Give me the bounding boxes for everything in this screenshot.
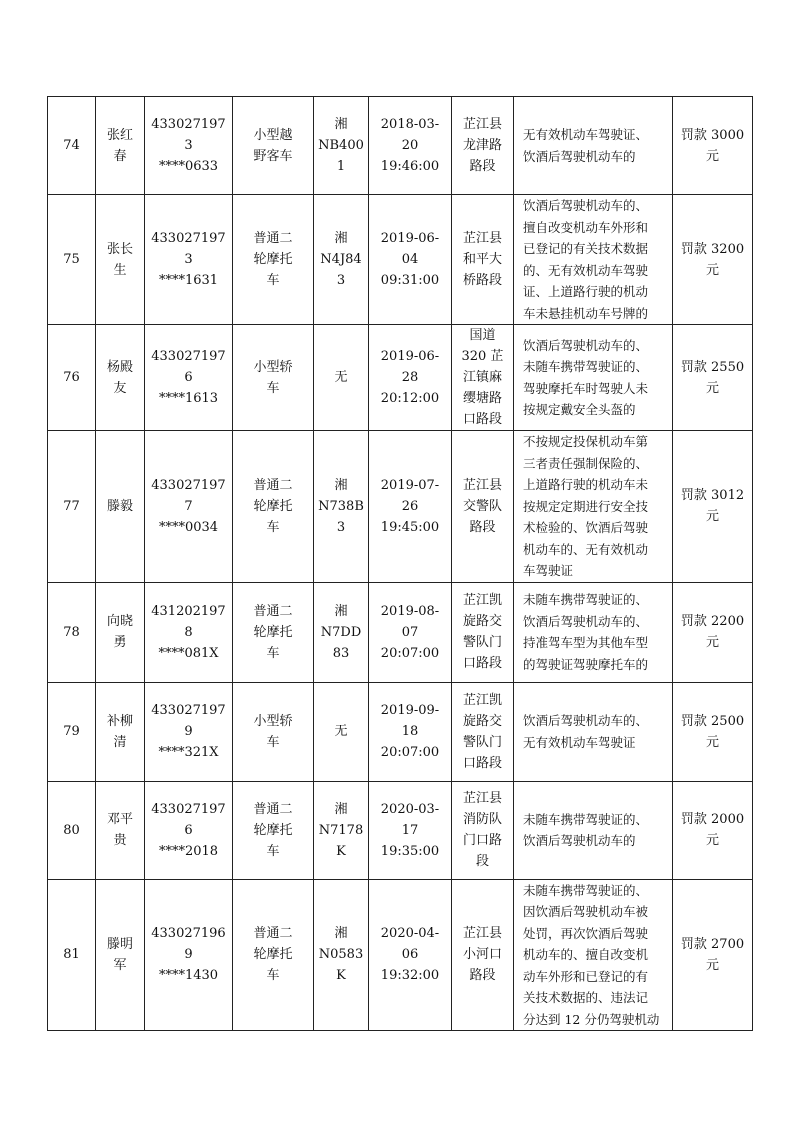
violation-line: 已登记的有关技术数据 <box>523 241 649 256</box>
cell-penalty <box>673 325 753 431</box>
cell-name <box>96 325 145 431</box>
name-line: 杨殿 <box>106 359 133 375</box>
cell-name <box>96 682 145 781</box>
penalty-line: 元 <box>705 833 719 848</box>
name-line: 邓平 <box>106 812 133 827</box>
place-line: 口路段 <box>462 755 502 771</box>
table-row <box>48 781 753 879</box>
time-line: 2019-07- <box>380 477 440 493</box>
cell-name <box>96 781 145 879</box>
vehicle-line: 车 <box>266 380 280 396</box>
cell-place <box>452 431 514 583</box>
cell-plate <box>314 325 369 431</box>
cell-name <box>96 195 145 325</box>
table-row <box>48 431 753 583</box>
cell-id <box>145 431 233 583</box>
cell-place <box>452 781 514 879</box>
vehicle-line: 普通二 <box>253 477 293 493</box>
cell-plate <box>314 195 369 325</box>
cell-penalty <box>673 97 753 195</box>
violation-line: 处罚，再次饮酒后驾驶 <box>523 925 649 941</box>
time-line: 20:07:00 <box>380 645 440 661</box>
id-line: ****0633 <box>158 159 219 174</box>
violation-line: 驾驶摩托车时驾驶人未 <box>523 380 649 396</box>
name-line: 友 <box>113 380 127 396</box>
id-line: ****1613 <box>158 391 219 406</box>
violation-line: 按规定戴安全头盔的 <box>523 402 636 417</box>
cell-name <box>96 582 145 682</box>
vehicle-line: 小型越 <box>253 127 293 143</box>
cell-penalty <box>673 879 753 1031</box>
violation-line: 三者责任强制保险的、 <box>523 455 649 471</box>
cell-vehicle <box>233 879 314 1031</box>
name-line: 勇 <box>113 635 127 650</box>
cell-id <box>145 582 233 682</box>
cell-vehicle <box>233 431 314 583</box>
plate-line: N738B3 <box>318 498 364 535</box>
cell-time <box>369 682 452 781</box>
vehicle-line: 普通二 <box>253 231 293 246</box>
vehicle-line: 轮摩托 <box>253 252 293 267</box>
cell-plate <box>314 781 369 879</box>
cell-no: 76 <box>48 325 96 431</box>
cell-place <box>452 325 514 431</box>
time-line: 09:31:00 <box>380 273 440 288</box>
id-line: ****1631 <box>158 273 219 288</box>
vehicle-line: 普通二 <box>253 603 293 619</box>
id-line: 4330271977 <box>151 477 226 514</box>
violation-line: 证、上道路行驶的机动 <box>523 284 649 299</box>
place-line: 门口路 <box>462 833 502 848</box>
plate-line: 无 <box>334 370 348 385</box>
name-line: 张长 <box>106 241 133 257</box>
cell-no: 81 <box>48 879 96 1031</box>
violation-line: 按规定定期进行安全技 <box>523 498 649 514</box>
place-line: 320 芷 <box>461 349 504 364</box>
time-line: 2020-04- <box>380 926 440 942</box>
place-line: 路段 <box>469 519 496 535</box>
cell-id <box>145 195 233 325</box>
place-line: 芷江县 <box>462 477 502 493</box>
cell-plate <box>314 582 369 682</box>
penalty-line: 元 <box>705 734 719 750</box>
violation-line: 车驾驶证 <box>523 563 574 578</box>
cell-violation <box>514 879 673 1031</box>
cell-name <box>96 879 145 1031</box>
table-row <box>48 97 753 195</box>
vehicle-line: 车 <box>266 273 280 288</box>
name-line: 春 <box>113 148 127 164</box>
place-line: 小河口 <box>462 947 502 963</box>
plate-line: 湘 <box>334 926 348 942</box>
table-row <box>48 879 753 1031</box>
violation-line: 的、无有效机动车驾驶 <box>523 262 649 278</box>
plate-line: 湘 <box>334 117 348 132</box>
cell-place <box>452 97 514 195</box>
vehicle-line: 轮摩托 <box>253 498 293 514</box>
cell-violation <box>514 781 673 879</box>
time-line: 19:46:00 <box>380 159 440 174</box>
id-line: 4312021978 <box>151 603 226 640</box>
time-line: 28 <box>401 370 419 385</box>
cell-place <box>452 879 514 1031</box>
cell-penalty <box>673 195 753 325</box>
place-line: 旋路交 <box>462 614 502 629</box>
penalty-line: 罚款 3000 <box>680 127 745 143</box>
violation-line: 关技术数据的、违法记 <box>523 990 649 1005</box>
time-line: 04 <box>401 252 419 267</box>
cell-vehicle <box>233 682 314 781</box>
plate-line: NB4001 <box>318 138 364 174</box>
violation-table <box>47 96 753 1031</box>
plate-line: 湘 <box>334 477 348 493</box>
cell-no: 78 <box>48 582 96 682</box>
vehicle-line: 野客车 <box>253 148 293 164</box>
cell-penalty <box>673 682 753 781</box>
cell-plate <box>314 682 369 781</box>
vehicle-line: 车 <box>266 519 280 535</box>
id-line: 4330271976 <box>151 801 226 838</box>
penalty-line: 元 <box>705 635 719 650</box>
place-line: 桥路段 <box>462 273 502 288</box>
cell-id <box>145 97 233 195</box>
time-line: 20 <box>401 138 419 153</box>
name-line: 补柳 <box>106 713 133 729</box>
place-line: 警队门 <box>462 635 502 650</box>
vehicle-line: 车 <box>266 968 280 984</box>
time-line: 18 <box>401 724 419 739</box>
vehicle-line: 普通二 <box>253 926 293 942</box>
place-line: 警队门 <box>462 734 502 750</box>
cell-violation <box>514 195 673 325</box>
cell-violation <box>514 325 673 431</box>
cell-time <box>369 431 452 583</box>
cell-vehicle <box>233 582 314 682</box>
cell-penalty <box>673 781 753 879</box>
vehicle-line: 小型轿 <box>253 713 293 729</box>
cell-no: 77 <box>48 431 96 583</box>
violation-line: 饮酒后驾驶机动车的 <box>523 833 636 848</box>
table-row <box>48 325 753 431</box>
cell-plate <box>314 431 369 583</box>
time-line: 2019-06- <box>380 349 440 364</box>
violation-line: 车未悬挂机动车号牌的 <box>523 305 649 321</box>
name-line: 生 <box>113 262 127 278</box>
penalty-line: 元 <box>705 380 719 396</box>
cell-penalty <box>673 582 753 682</box>
vehicle-line: 轮摩托 <box>253 947 293 963</box>
place-line: 国道 <box>469 328 496 343</box>
cell-place <box>452 195 514 325</box>
place-line: 龙津路 <box>462 138 502 153</box>
id-line: 4330271973 <box>151 231 226 267</box>
place-line: 芷江县 <box>462 926 502 942</box>
time-line: 19:32:00 <box>380 968 440 984</box>
place-line: 芷江县 <box>462 791 502 806</box>
time-line: 2019-06- <box>380 231 440 246</box>
cell-time <box>369 879 452 1031</box>
violation-line: 因饮酒后驾驶机动车被 <box>523 904 649 919</box>
place-line: 段 <box>475 854 489 869</box>
penalty-line: 罚款 2200 <box>680 614 745 629</box>
plate-line: N0583K <box>318 947 364 984</box>
vehicle-line: 普通二 <box>253 801 293 817</box>
table-row <box>48 682 753 781</box>
place-line: 和平大 <box>462 252 502 267</box>
plate-line: N7178K <box>318 822 364 859</box>
cell-time <box>369 195 452 325</box>
vehicle-line: 车 <box>266 734 280 750</box>
cell-vehicle <box>233 781 314 879</box>
cell-vehicle <box>233 195 314 325</box>
id-line: ****2018 <box>158 843 219 859</box>
violation-line: 机动车的、无有效机动 <box>523 541 649 557</box>
id-line: 4330271969 <box>151 926 226 963</box>
violation-line: 不按规定投保机动车第 <box>523 434 649 449</box>
time-line: 06 <box>401 947 419 963</box>
id-line: 4330271973 <box>151 117 226 153</box>
name-line: 军 <box>113 957 127 973</box>
time-line: 17 <box>401 822 419 838</box>
cell-violation <box>514 97 673 195</box>
violation-line: 上道路行驶的机动车未 <box>523 477 649 492</box>
cell-plate <box>314 97 369 195</box>
penalty-line: 元 <box>705 509 719 525</box>
cell-no: 75 <box>48 195 96 325</box>
vehicle-line: 车 <box>266 843 280 859</box>
id-line: 4330271979 <box>151 703 226 739</box>
cell-violation <box>514 582 673 682</box>
violation-line: 擅自改变机动车外形和 <box>523 219 649 235</box>
cell-id <box>145 879 233 1031</box>
cell-time <box>369 325 452 431</box>
violation-line: 的驾驶证驾驶摩托车的 <box>523 656 649 672</box>
place-line: 江镇麻 <box>462 370 502 385</box>
time-line: 2018-03- <box>380 117 440 132</box>
violation-line: 饮酒后驾驶机动车的 <box>523 148 636 164</box>
cell-id <box>145 325 233 431</box>
cell-no: 74 <box>48 97 96 195</box>
violation-line: 无有效机动车驾驶证 <box>523 734 636 750</box>
penalty-line: 罚款 3200 <box>680 241 745 257</box>
place-line: 口路段 <box>462 656 502 671</box>
place-line: 芷江凯 <box>462 692 502 708</box>
name-line: 张红 <box>106 127 133 143</box>
place-line: 芷江凯 <box>462 593 502 608</box>
cell-name <box>96 431 145 583</box>
violation-line: 饮酒后驾驶机动车的、 <box>523 713 649 728</box>
cell-penalty <box>673 431 753 583</box>
violation-line: 动车外形和已登记的有 <box>523 968 649 984</box>
time-line: 20:07:00 <box>380 745 440 760</box>
cell-violation <box>514 682 673 781</box>
place-line: 口路段 <box>462 412 502 427</box>
vehicle-line: 小型轿 <box>253 359 293 375</box>
penalty-line: 罚款 2000 <box>680 812 745 827</box>
time-line: 07 <box>401 624 419 640</box>
plate-line: 湘 <box>334 603 348 619</box>
cell-vehicle <box>233 97 314 195</box>
name-line: 滕明 <box>106 936 133 952</box>
cell-name <box>96 97 145 195</box>
place-line: 消防队 <box>462 812 502 827</box>
violation-line: 未随车携带驾驶证的、 <box>523 882 649 898</box>
violation-line: 术检验的、饮酒后驾驶 <box>523 520 649 535</box>
penalty-line: 元 <box>705 148 719 164</box>
id-line: ****1430 <box>158 968 219 984</box>
violation-line: 饮酒后驾驶机动车的、 <box>523 198 649 213</box>
name-line: 向晓 <box>106 614 133 629</box>
name-line: 贵 <box>113 833 127 848</box>
vehicle-line: 车 <box>266 645 280 661</box>
cell-no: 79 <box>48 682 96 781</box>
time-line: 20:12:00 <box>380 391 440 406</box>
id-line: ****0034 <box>158 519 219 535</box>
plate-line: 无 <box>334 724 348 739</box>
id-line: ****081X <box>158 645 219 661</box>
time-line: 19:35:00 <box>380 843 440 859</box>
time-line: 19:45:00 <box>380 519 440 535</box>
violation-line: 未随车携带驾驶证的、 <box>523 811 649 827</box>
place-line: 旋路交 <box>462 713 502 729</box>
violation-line: 分达到 12 分仍驾驶机动 <box>523 1011 660 1027</box>
place-line: 缨塘路 <box>462 391 502 406</box>
penalty-line: 元 <box>705 957 719 973</box>
id-line: ****321X <box>158 745 219 760</box>
cell-id <box>145 682 233 781</box>
cell-plate <box>314 879 369 1031</box>
cell-place <box>452 682 514 781</box>
place-line: 芷江县 <box>462 117 502 132</box>
plate-line: N7DD83 <box>320 624 362 661</box>
cell-time <box>369 781 452 879</box>
place-line: 路段 <box>469 968 496 984</box>
name-line: 滕毅 <box>106 498 133 514</box>
violation-line: 持准驾车型为其他车型 <box>523 635 649 650</box>
cell-id <box>145 781 233 879</box>
violation-line: 未随车携带驾驶证的、 <box>523 359 649 374</box>
id-line: 4330271976 <box>151 349 226 385</box>
violation-line: 饮酒后驾驶机动车的、 <box>523 613 649 629</box>
time-line: 2019-09- <box>380 703 440 718</box>
cell-no: 80 <box>48 781 96 879</box>
table-row <box>48 195 753 325</box>
penalty-line: 罚款 2700 <box>680 936 745 952</box>
penalty-line: 罚款 2500 <box>680 713 745 729</box>
penalty-line: 罚款 3012 <box>680 488 745 504</box>
violation-line: 饮酒后驾驶机动车的、 <box>523 337 649 353</box>
penalty-line: 元 <box>705 262 719 278</box>
plate-line: 湘 <box>334 231 348 246</box>
plate-line: N4J843 <box>320 252 362 288</box>
name-line: 清 <box>113 734 127 750</box>
violation-line: 机动车的、擅自改变机 <box>523 947 649 962</box>
cell-place <box>452 582 514 682</box>
vehicle-line: 轮摩托 <box>253 624 293 640</box>
cell-time <box>369 97 452 195</box>
place-line: 芷江县 <box>462 231 502 246</box>
cell-violation <box>514 431 673 583</box>
cell-time <box>369 582 452 682</box>
vehicle-line: 轮摩托 <box>253 822 293 838</box>
time-line: 2019-08- <box>380 603 440 619</box>
violation-line: 无有效机动车驾驶证、 <box>523 127 649 142</box>
place-line: 交警队 <box>462 498 502 514</box>
place-line: 路段 <box>469 159 496 174</box>
violation-line: 未随车携带驾驶证的、 <box>523 592 649 607</box>
cell-vehicle <box>233 325 314 431</box>
plate-line: 湘 <box>334 801 348 817</box>
table-row <box>48 582 753 682</box>
penalty-line: 罚款 2550 <box>680 359 745 375</box>
time-line: 26 <box>401 498 419 514</box>
time-line: 2020-03- <box>380 801 440 817</box>
